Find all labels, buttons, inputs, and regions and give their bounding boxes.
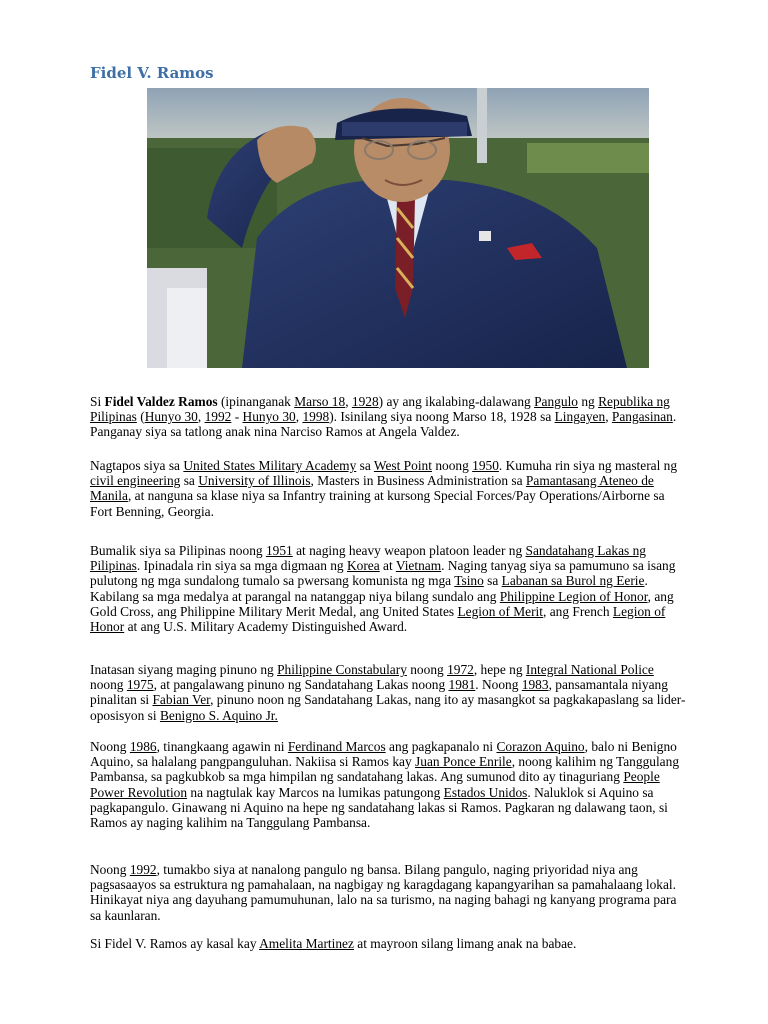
wiki-link[interactable]: 1998: [302, 409, 330, 425]
text-run: Nagtapos siya sa: [90, 458, 184, 473]
text-run: , Masters in Business Administration sa: [310, 473, 526, 489]
wiki-link[interactable]: Legion of Honor: [90, 603, 666, 635]
text-run: Bumalik siya sa Pilipinas noong: [90, 543, 266, 558]
wiki-link[interactable]: University of Illinois: [198, 473, 311, 489]
wiki-link[interactable]: 1928: [351, 394, 379, 409]
wiki-link[interactable]: Corazon Aquino: [496, 739, 585, 754]
text-run: na nagtulak kay Marcos na lumikas patungong: [187, 784, 444, 800]
text-run: . Kumuha rin siya ng masteral ng: [498, 458, 678, 473]
text-run: sa: [180, 473, 199, 489]
wiki-link[interactable]: 1986: [129, 739, 157, 754]
text-run: , at pangalawang pinuno ng Sandatahang Lakas noong: [153, 677, 449, 693]
text-run: noong: [90, 677, 127, 693]
wiki-link[interactable]: Estados Unidos: [443, 784, 528, 800]
bold-name: Fidel Valdez Ramos: [104, 394, 218, 409]
text-run: , pinuno noon ng Sandatahang Lakas, nang ito ay masangkot sa pagkakapaslang sa lider-oposisyon si: [90, 692, 686, 723]
text-run: Noong: [90, 862, 130, 877]
wiki-link[interactable]: Juan Ponce Enrile: [415, 754, 512, 770]
text-run: . Kabilang sa mga medalya at parangal na natanggap niya bilang sundalo ang: [90, 573, 648, 604]
wiki-link[interactable]: civil engineering: [90, 473, 181, 489]
text-run: Noong: [90, 739, 130, 754]
wiki-link[interactable]: Korea: [346, 558, 380, 574]
text-run: , at nanguna sa klase niya sa Infantry training at kursong Special Forces/Pay Operations/Airborne sa Fort Benning, Georgia.: [90, 488, 665, 519]
text-run: -: [231, 409, 243, 425]
text-run: at: [379, 558, 396, 574]
wiki-link[interactable]: 1951: [265, 543, 293, 558]
wiki-link[interactable]: Amelita Martinez: [259, 936, 354, 951]
wiki-link[interactable]: Pamantasang Ateneo de Manila: [90, 473, 654, 504]
wiki-link[interactable]: 1981: [448, 677, 476, 693]
wiki-link[interactable]: 1992: [204, 409, 232, 425]
wiki-link[interactable]: Sandatahang Lakas ng Pilipinas: [90, 543, 646, 574]
paragraph-intro: [90, 394, 690, 440]
wiki-link[interactable]: 1950: [472, 458, 499, 473]
wiki-link[interactable]: United States Military Academy: [183, 458, 357, 473]
text-run: Inatasan siyang maging pinuno ng: [90, 662, 278, 677]
paragraph-military-career: [90, 543, 690, 634]
text-run: ,: [605, 409, 612, 425]
wiki-link[interactable]: Republika ng Pilipinas: [90, 394, 670, 425]
text-run: . Noong: [475, 677, 522, 693]
text-run: ,: [345, 394, 352, 409]
paragraph-leadership: [90, 662, 690, 723]
wiki-link[interactable]: Legion of Merit: [457, 603, 543, 619]
wiki-link[interactable]: Marso 18: [294, 394, 346, 409]
text-run: ang pagkapanalo ni: [385, 739, 497, 754]
wiki-link[interactable]: Benigno S. Aquino Jr.: [159, 707, 278, 723]
text-run: (: [136, 409, 145, 425]
paragraph-education: [90, 458, 690, 519]
text-run: , tinangkaang agawin ni: [156, 739, 288, 754]
paragraph-people-power: [90, 739, 690, 830]
wiki-link[interactable]: Fabian Ver: [152, 692, 211, 708]
text-run: at ang U.S. Military Academy Distinguished Award.: [124, 619, 408, 635]
text-run: , noong kalihim ng Tanggulang Pambansa, sa pagkubkob sa mga himpilan ng sandatahang lakas. Ang sumunod dito ay tinaguriang: [90, 754, 680, 785]
wiki-link[interactable]: Pangasinan: [611, 409, 673, 425]
wiki-link[interactable]: West Point: [373, 458, 432, 473]
wiki-link[interactable]: Hunyo 30: [242, 409, 296, 425]
text-run: (ipinanganak: [217, 394, 295, 409]
text-run: noong: [431, 458, 473, 473]
wiki-link[interactable]: People Power Revolution: [90, 769, 660, 800]
text-run: . Ipinadala rin siya sa mga digmaan ng: [136, 558, 347, 574]
text-run: at mayroon silang limang anak na babae.: [353, 936, 577, 951]
text-run: sa: [356, 458, 374, 473]
text-run: , ang French: [543, 603, 613, 619]
text-run: at naging heavy weapon platoon leader ng: [292, 543, 526, 558]
text-run: Si Fidel V. Ramos ay kasal kay: [90, 936, 260, 951]
text-run: . Naluklok si Aquino sa pagkapangulo. Ginawang ni Aquino na hepe ng sandatahang lakas si Ramos. Pagkaran ng dalawang taon, si Ramos ay naging kalihim na Tanggulang Pambansa.: [90, 784, 668, 831]
page-title: Fidel V. Ramos: [90, 64, 214, 82]
wiki-link[interactable]: Philippine Constabulary: [277, 662, 407, 677]
portrait-illustration: [147, 88, 649, 368]
wiki-link[interactable]: Tsino: [454, 573, 484, 589]
wiki-link[interactable]: 1972: [447, 662, 474, 677]
text-run: . Naging tanyag siya sa pamumuno sa isang pulutong ng mga sundalong tumalo sa pwersang komunista ng mga: [90, 558, 676, 589]
text-run: sa: [483, 573, 502, 589]
text-run: ). Isinilang siya noong Marso 18, 1928 sa: [329, 409, 555, 425]
wiki-link[interactable]: Integral National Police: [525, 662, 654, 677]
wiki-link[interactable]: Philippine Legion of Honor: [499, 588, 648, 604]
wiki-link[interactable]: 1975: [126, 677, 154, 693]
text-run: Si: [90, 394, 105, 409]
text-run: . Panganay siya sa tatlong anak nina Narciso Ramos at Angela Valdez.: [90, 409, 677, 440]
text-run: , pansamantala niyang pinalitan si: [90, 677, 668, 708]
text-run: ,: [295, 409, 303, 425]
text-run: , tumakbo siya at nanalong pangulo ng bansa. Bilang pangulo, naging priyoridad niya ang pagsasaayos sa estruktura ng pamahalaan, na nagbigay ng karagdagang kapangyarihan sa pamahalaang lokal. Hinikayat niya ang dayuhang pamumuhunan, lalo na sa turismo, na naging bahagi ng kanyang programa para sa kaunlaran.: [90, 862, 677, 923]
paragraph-family: [90, 936, 690, 951]
text-run: ,: [197, 409, 205, 425]
wiki-link[interactable]: Pangulo: [534, 394, 578, 409]
wiki-link[interactable]: Labanan sa Burol ng Eerie: [501, 573, 645, 589]
wiki-link[interactable]: Vietnam: [395, 558, 442, 574]
text-run: , balo ni Benigno Aquino, sa halalang pangpanguluhan. Nakiisa si Ramos kay: [90, 739, 677, 770]
portrait-photo: [147, 88, 649, 368]
text-run: , hepe ng: [473, 662, 526, 677]
wiki-link[interactable]: Hunyo 30: [144, 409, 198, 425]
text-run: noong: [406, 662, 448, 677]
paragraph-presidency: [90, 862, 690, 923]
text-run: ng: [578, 394, 599, 409]
text-run: , ang Gold Cross, ang Philippine Military Merit Medal, ang United States: [90, 588, 674, 619]
wiki-link[interactable]: 1983: [521, 677, 549, 693]
wiki-link[interactable]: 1992: [129, 862, 157, 877]
wiki-link[interactable]: Lingayen: [554, 409, 606, 425]
wiki-link[interactable]: Ferdinand Marcos: [287, 739, 386, 754]
text-run: ) ay ang ikalabing-dalawang: [378, 394, 535, 409]
